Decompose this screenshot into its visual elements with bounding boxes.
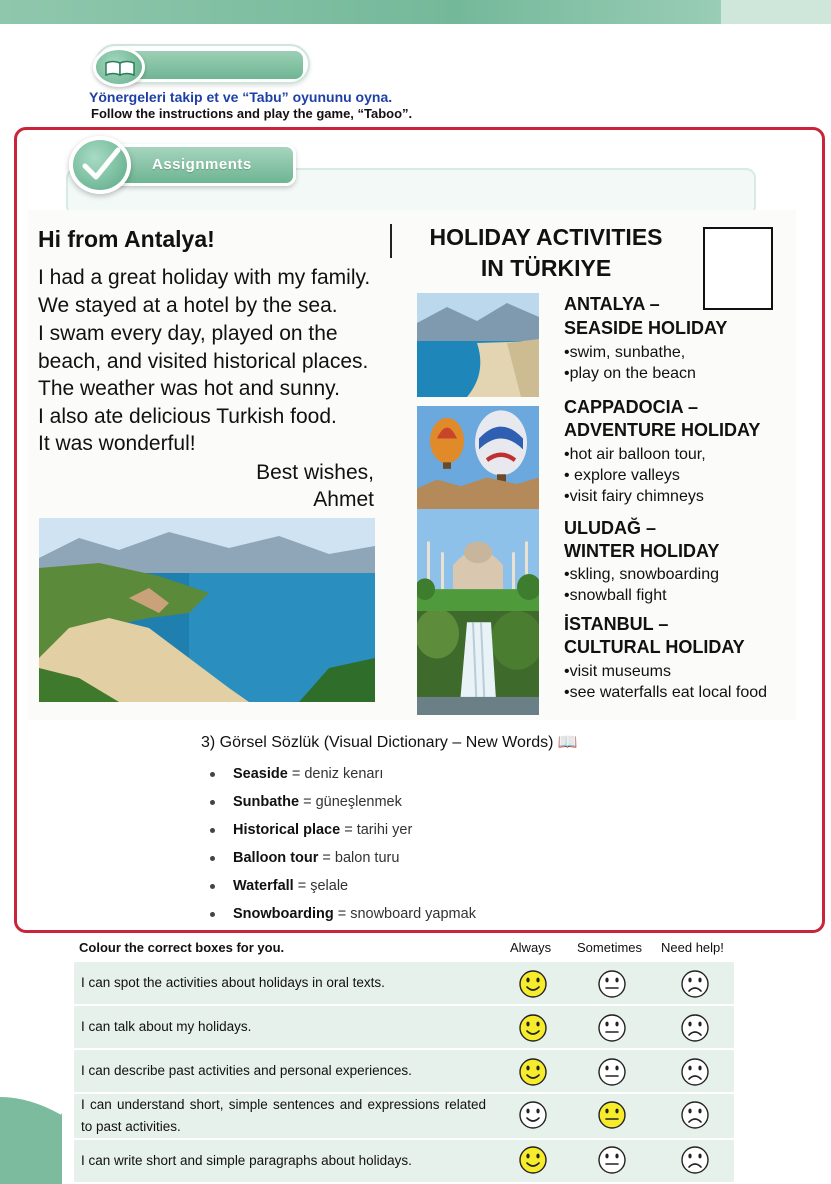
assignments-label: Assignments [152,156,252,173]
activities-title-line1: HOLIDAY ACTIVITIES [429,224,663,250]
can-do-statement: I can spot the activities about holidays in oral texts. [81,975,385,990]
activity-item: •play on the beacn [564,365,696,382]
dictionary-meaning: = güneşlenmek [299,794,402,810]
activity-item: • explore valleys [564,467,680,484]
can-do-statement: I can talk about my holidays. [81,1019,252,1034]
table-row [74,1140,734,1182]
postcard-closing: Best wishes, [256,461,374,484]
antalya-heading-1: ANTALYA – [564,294,660,314]
dictionary-term: Historical place [233,822,341,838]
cappadocia-heading-2: ADVENTURE HOLIDAY [564,420,761,440]
smile-face-icon[interactable] [518,1057,548,1087]
postcard-signature: Ahmet [313,488,374,511]
dictionary-meaning: = balon turu [318,850,400,866]
postcard-line: I swam every day, played on the [38,322,338,345]
stamp-box [703,227,773,310]
can-do-statement: I can understand short, simple sentences and expressions related to past activities. [81,1097,486,1134]
istanbul-heading-1: İSTANBUL – [564,614,669,634]
postcard-line: I had a great holiday with my family. [38,266,371,289]
dictionary-meaning: = tarihi yer [340,822,413,838]
sad-face-icon[interactable] [680,1145,710,1175]
self-assessment-prompt: Colour the correct boxes for you. [79,940,285,955]
postcard-line: I also ate delicious Turkish food. [38,405,337,428]
instruction-english: Follow the instructions and play the game, “Taboo”. [91,106,413,121]
open-book-icon [104,60,136,76]
activity-item: •swim, sunbathe, [564,344,686,361]
bullet-icon [210,828,215,833]
sad-face-icon[interactable] [680,1057,710,1087]
can-do-statement: I can write short and simple paragraphs about holidays. [81,1153,412,1168]
uludag-heading-2: WINTER HOLIDAY [564,541,720,561]
uludag-thumbnail [417,509,539,613]
table-row [74,1050,734,1092]
activity-item: •skling, snowboarding [564,566,720,583]
dictionary-entry [210,794,402,810]
column-header-sometimes: Sometimes [577,940,643,955]
dictionary-term: Balloon tour [233,850,319,866]
activity-item: •see waterfalls eat local food [564,684,768,701]
cappadocia-heading-1: CAPPADOCIA – [564,397,699,417]
dictionary-entry [210,822,412,838]
table-row [74,1094,734,1138]
column-header-always: Always [510,940,552,955]
postcard-divider [390,224,392,258]
antalya-coast-photo [39,518,375,702]
dictionary-term: Seaside [233,766,288,782]
activity-item: •visit fairy chimneys [564,488,704,505]
dictionary-title: 3) Görsel Sözlük (Visual Dictionary – New Words) 📖 [201,734,578,751]
neutral-face-icon[interactable] [597,1100,627,1130]
postcard-line: It was wonderful! [38,432,196,455]
bullet-icon [210,800,215,805]
top-band [0,0,831,24]
table-row [74,962,734,1004]
uludag-heading-1: ULUDAĞ – [564,518,657,538]
postcard-line: We stayed at a hotel by the sea. [38,294,338,317]
sad-face-icon[interactable] [680,1100,710,1130]
cappadocia-thumbnail [417,406,539,510]
dictionary-meaning: = snowboard yapmak [333,906,476,922]
smile-face-icon[interactable] [518,969,548,999]
neutral-face-icon[interactable] [597,969,627,999]
istanbul-thumbnail [417,611,539,715]
activity-item: •visit museums [564,663,671,680]
checkmark-icon [79,144,123,184]
antalya-heading-2: SEASIDE HOLIDAY [564,318,728,338]
bullet-icon [210,772,215,777]
postcard-line: beach, and visited historical places. [38,350,369,373]
top-band-tail [721,0,831,24]
bullet-icon [210,884,215,889]
neutral-face-icon[interactable] [597,1013,627,1043]
table-row [74,1006,734,1048]
column-header-need-help: Need help! [661,940,724,955]
istanbul-heading-2: CULTURAL HOLIDAY [564,637,745,657]
dictionary-term: Sunbathe [233,794,300,810]
activities-title-line2: IN TÜRKIYE [480,255,612,281]
decorative-wave [0,1095,62,1184]
neutral-face-icon[interactable] [597,1145,627,1175]
activity-item: •snowball fight [564,587,667,604]
bullet-icon [210,912,215,917]
dictionary-entry [210,850,399,866]
postcard-line: The weather was hot and sunny. [38,377,340,400]
sad-face-icon[interactable] [680,969,710,999]
dictionary-entry [210,878,348,894]
antalya-thumbnail [417,293,539,397]
dictionary-entry [210,906,476,922]
postcard-greeting: Hi from Antalya! [38,226,215,252]
dictionary-term: Snowboarding [233,906,334,922]
neutral-face-icon[interactable] [597,1057,627,1087]
smile-face-icon[interactable] [518,1145,548,1175]
smile-face-icon[interactable] [518,1013,548,1043]
dictionary-term: Waterfall [233,878,294,894]
dictionary-meaning: = şelale [293,878,349,894]
instruction-turkish: Yönergeleri takip et ve “Tabu” oyununu oyna. [89,89,393,105]
dictionary-entry [210,766,383,782]
can-do-statement: I can describe past activities and personal experiences. [81,1063,412,1078]
smile-face-icon[interactable] [518,1100,548,1130]
sad-face-icon[interactable] [680,1013,710,1043]
activity-item: •hot air balloon tour, [564,446,706,463]
bullet-icon [210,856,215,861]
dictionary-meaning: = deniz kenarı [287,766,384,782]
